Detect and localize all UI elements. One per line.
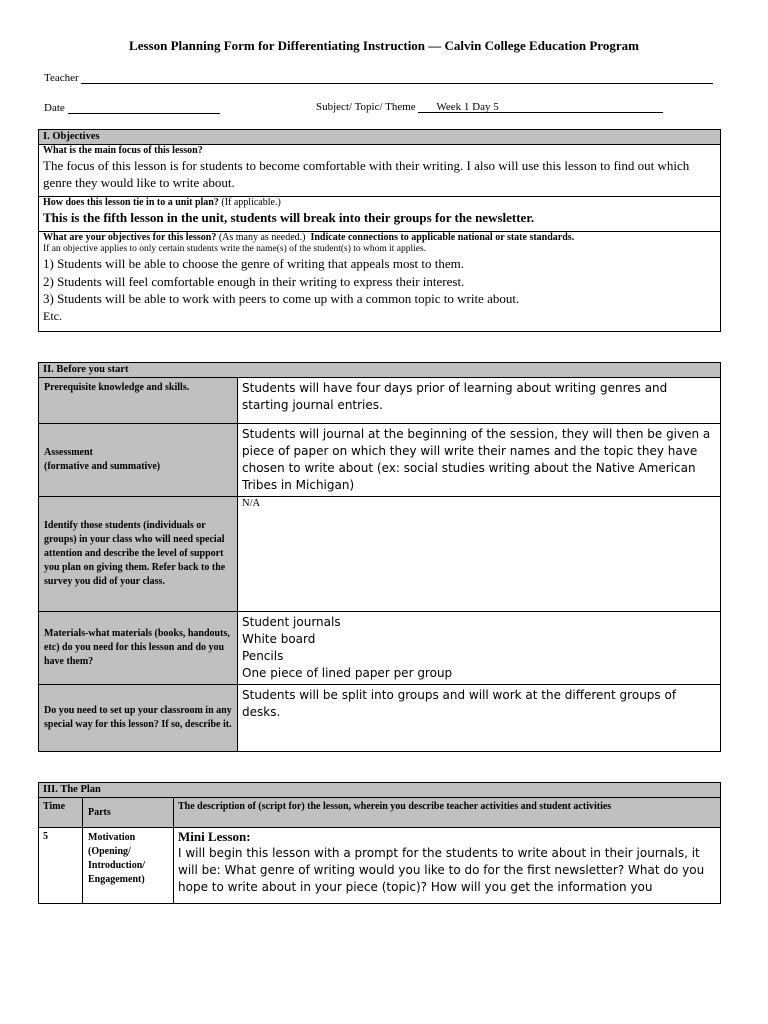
materials-label: Materials-what materials (books, handouts, etc) do you need for this lesson and do you have them? — [39, 612, 238, 685]
objectives-table — [38, 129, 721, 332]
unit-plan-answer: This is the fifth lesson in the unit, students will break into their groups for the newsletter. — [43, 210, 535, 225]
row-description — [174, 828, 721, 904]
assessment-label-cell — [39, 424, 238, 497]
col-description: The description of (script for) the lesson, wherein you describe teacher activities and student activities — [174, 798, 721, 828]
goal-item: 1) Students will be able to choose the genre of writing that appeals most to them. — [43, 256, 464, 271]
row-time: 5 — [39, 828, 83, 904]
mini-lesson-title: Mini Lesson: — [178, 829, 251, 844]
teacher-label: Teacher — [44, 72, 79, 84]
date-field[interactable] — [68, 101, 220, 114]
col-parts: Parts — [83, 798, 174, 828]
unit-plan-note: (If applicable.) — [221, 197, 281, 208]
mini-lesson-text: I will begin this lesson with a prompt for the students to write about in their journals, it will be: What genre of writing would you like to do for the first newsletter? What do you hope to write about in your piece (topic)? How will you get the information you — [178, 846, 705, 894]
goals-note: (As many as needed.) — [218, 232, 306, 243]
goals-question: What are your objectives for this lesson? — [43, 232, 217, 243]
prereq-label: Prerequisite knowledge and skills. — [39, 378, 238, 424]
materials-item: White board — [242, 632, 316, 646]
standards-note: Indicate connections to applicable national or state standards. — [310, 232, 575, 243]
goals-cell — [39, 232, 721, 332]
materials-item: One piece of lined paper per group — [242, 666, 453, 680]
materials-list — [238, 612, 721, 685]
objectives-heading: I. Objectives — [39, 130, 721, 145]
focus-answer: The focus of this lesson is for students to become comfortable with their writing. I also will use this lesson to find out which genre they would like to write about. — [43, 158, 690, 190]
assessment-sublabel: (formative and summative) — [44, 461, 161, 472]
unit-plan-cell — [39, 197, 721, 232]
goals-etc: Etc. — [43, 308, 62, 323]
subject-field[interactable]: Week 1 Day 5 — [418, 101, 663, 113]
goals-subnote: If an objective applies to only certain students write the name(s) of the student(s) to whom it applies. — [43, 244, 427, 254]
teacher-field[interactable] — [81, 71, 713, 84]
date-row — [44, 101, 220, 114]
assessment-value: Students will journal at the beginning of the session, they will then be given a piece of paper on which they will write their names and the topic they have chosen to write about (ex: social studies writing about the Native American Tribes in Michigan) — [238, 424, 721, 497]
identify-value: N/A — [238, 497, 721, 612]
setup-value: Students will be split into groups and will work at the different groups of desks. — [238, 685, 721, 752]
materials-item: Student journals — [242, 615, 341, 629]
page-title: Lesson Planning Form for Differentiating Instruction — Calvin College Education Program — [129, 38, 639, 53]
teacher-row — [44, 71, 713, 84]
assessment-label: Assessment — [44, 447, 93, 458]
focus-question: What is the main focus of this lesson? — [43, 145, 203, 156]
identify-label: Identify those students (individuals or groups) in your class who will need special attention and describe the level of support you plan on giving them. Refer back to the survey you did of your class. — [39, 497, 238, 612]
goal-item: 2) Students will feel comfortable enough in their writing to express their interest. — [43, 273, 465, 289]
plan-table — [38, 782, 721, 904]
col-time: Time — [39, 798, 83, 828]
focus-cell — [39, 145, 721, 197]
plan-heading: III. The Plan — [39, 783, 721, 798]
subject-row — [316, 101, 663, 113]
before-table — [38, 362, 721, 752]
date-label: Date — [44, 102, 65, 114]
subject-label: Subject/ Topic/ Theme — [316, 101, 416, 113]
goal-item: 3) Students will be able to work with peers to come up with a common topic to write about. — [43, 291, 520, 306]
before-heading: II. Before you start — [39, 363, 721, 378]
unit-plan-question: How does this lesson tie in to a unit plan? — [43, 197, 219, 208]
row-part: Motivation (Opening/ Introduction/ Engagement) — [83, 828, 174, 904]
setup-label: Do you need to set up your classroom in any special way for this lesson? If so, describe it. — [39, 685, 238, 752]
materials-item: Pencils — [242, 649, 284, 663]
prereq-value: Students will have four days prior of learning about writing genres and starting journal entries. — [238, 378, 721, 424]
